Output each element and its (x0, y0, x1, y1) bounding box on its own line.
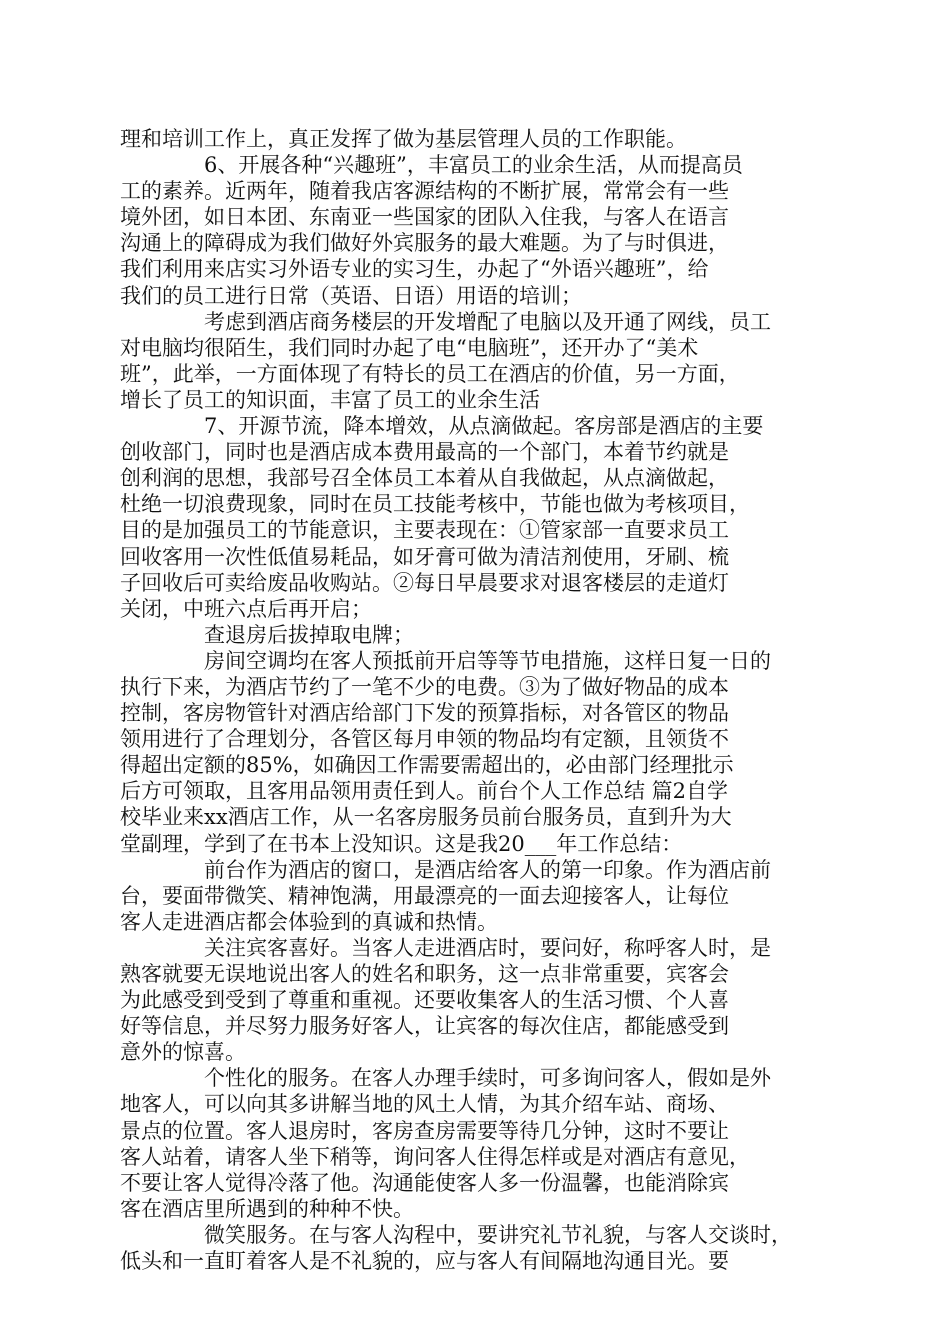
text-line: 理和培训工作上，真正发挥了做为基层管理人员的工作职能。 (120, 127, 687, 151)
text-line: 熟客就要无误地说出客人的姓名和职务，这一点非常重要，宾客会 (120, 962, 729, 986)
text-line: 我们利用来店实习外语专业的实习生，办起了“外语兴趣班”，给 (120, 257, 709, 282)
text-line: 台，要面带微笑、精神饱满，用最漂亮的一面去迎接客人，让每位 (120, 883, 729, 908)
text-line: 关注宾客喜好。当客人走进酒店时，要问好，称呼客人时，是 (204, 935, 771, 960)
text-line: 得超出定额的85%，如确因工作需要需超出的，必由部门经理批示 (120, 753, 734, 778)
text-line: 创利润的思想，我部号召全体员工本着从自我做起，从点滴做起， (120, 466, 729, 491)
text-line: 微笑服务。在与客人沟程中，要讲究礼节礼貌，与客人交谈时， (204, 1222, 792, 1247)
document-body (120, 126, 830, 1274)
text-line: 考虑到酒店商务楼层的开发增配了电脑以及开通了网线，员工 (204, 309, 771, 334)
text-line: 意外的惊喜。 (120, 1040, 246, 1065)
text-line: 低头和一直盯着客人是不礼貌的，应与客人有间隔地沟通目光。要 (120, 1249, 729, 1274)
text-line: 回收客用一次性低值易耗品，如牙膏可做为清洁剂使用，牙刷、梳 (120, 544, 729, 569)
text-line: 子回收后可卖给废品收购站。②每日早晨要求对退客楼层的走道灯 (120, 570, 729, 595)
text-line: 关闭，中班六点后再开启； (120, 596, 372, 621)
text-line: 创收部门，同时也是酒店成本费用最高的一个部门，本着节约就是 (120, 440, 729, 465)
text-line: 目的是加强员工的节能意识，主要表现在：①管家部一直要求员工 (120, 518, 729, 543)
text-line: 个性化的服务。在客人办理手续时，可多询问客人，假如是外 (204, 1066, 771, 1091)
text-line: 景点的位置。客人退房时，客房查房需要等待几分钟，这时不要让 (120, 1118, 729, 1143)
text-line: 前台作为酒店的窗口，是酒店给客人的第一印象。作为酒店前 (204, 857, 771, 882)
text-line: 境外团，如日本团、东南亚一些国家的团队入住我，与客人在语言 (120, 205, 729, 230)
text-line: 为此感受到受到了尊重和重视。还要收集客人的生活习惯、个人喜 (120, 988, 729, 1013)
text-line: 工的素养。近两年，随着我店客源结构的不断扩展，常常会有一些 (120, 179, 729, 204)
text-line: 好等信息，并尽努力服务好客人，让宾客的每次住店，都能感受到 (120, 1014, 729, 1039)
text-line: 校毕业来xx酒店工作，从一名客房服务员前台服务员，直到升为大 (120, 805, 732, 830)
text-line: 后方可领取，且客用品领用责任到人。前台个人工作总结 篇2自学 (120, 779, 729, 804)
text-line: 对电脑均很陌生，我们同时办起了电“电脑班”，还开办了“美术 (120, 335, 699, 360)
text-line: 杜绝一切浪费现象，同时在员工技能考核中，节能也做为考核项目， (120, 492, 750, 517)
text-line: 6、开展各种“兴趣班”，丰富员工的业余生活，从而提高员 (204, 153, 743, 178)
text-line: 执行下来，为酒店节约了一笔不少的电费。③为了做好物品的成本 (120, 674, 729, 699)
text-line: 7、开源节流，降本增效，从点滴做起。客房部是酒店的主要 (204, 414, 764, 439)
text-line: 我们的员工进行日常（英语、日语）用语的培训； (120, 283, 582, 308)
text-line: 不要让客人觉得冷落了他。沟通能使客人多一份温馨，也能消除宾 (120, 1170, 729, 1195)
text-line: 控制，客房物管针对酒店给部门下发的预算指标，对各管区的物品 (120, 701, 729, 726)
text-line: 增长了员工的知识面，丰富了员工的业余生活 (120, 387, 540, 412)
text-line: 客在酒店里所遇到的种种不快。 (120, 1196, 414, 1221)
text-line: 房间空调均在客人预抵前开启等等节电措施，这样日复一日的 (204, 648, 771, 673)
text-line: 客人站着，请客人坐下稍等，询问客人住得怎样或是对酒店有意见， (120, 1144, 750, 1169)
text-line: 客人走进酒店都会体验到的真诚和热情。 (120, 909, 498, 934)
text-line: 沟通上的障碍成为我们做好外宾服务的最大难题。为了与时俱进， (120, 231, 729, 256)
text-line: 领用进行了合理划分，各管区每月申领的物品均有定额，且领货不 (120, 727, 729, 752)
text-line: 查退房后拔掉取电牌； (204, 622, 414, 647)
text-line: 堂副理，学到了在书本上没知识。这是我20___年工作总结： (120, 831, 683, 856)
text-line: 班”，此举，一方面体现了有特长的员工在酒店的价值，另一方面， (120, 361, 740, 386)
text-line: 地客人，可以向其多讲解当地的风土人情，为其介绍车站、商场、 (120, 1092, 729, 1117)
